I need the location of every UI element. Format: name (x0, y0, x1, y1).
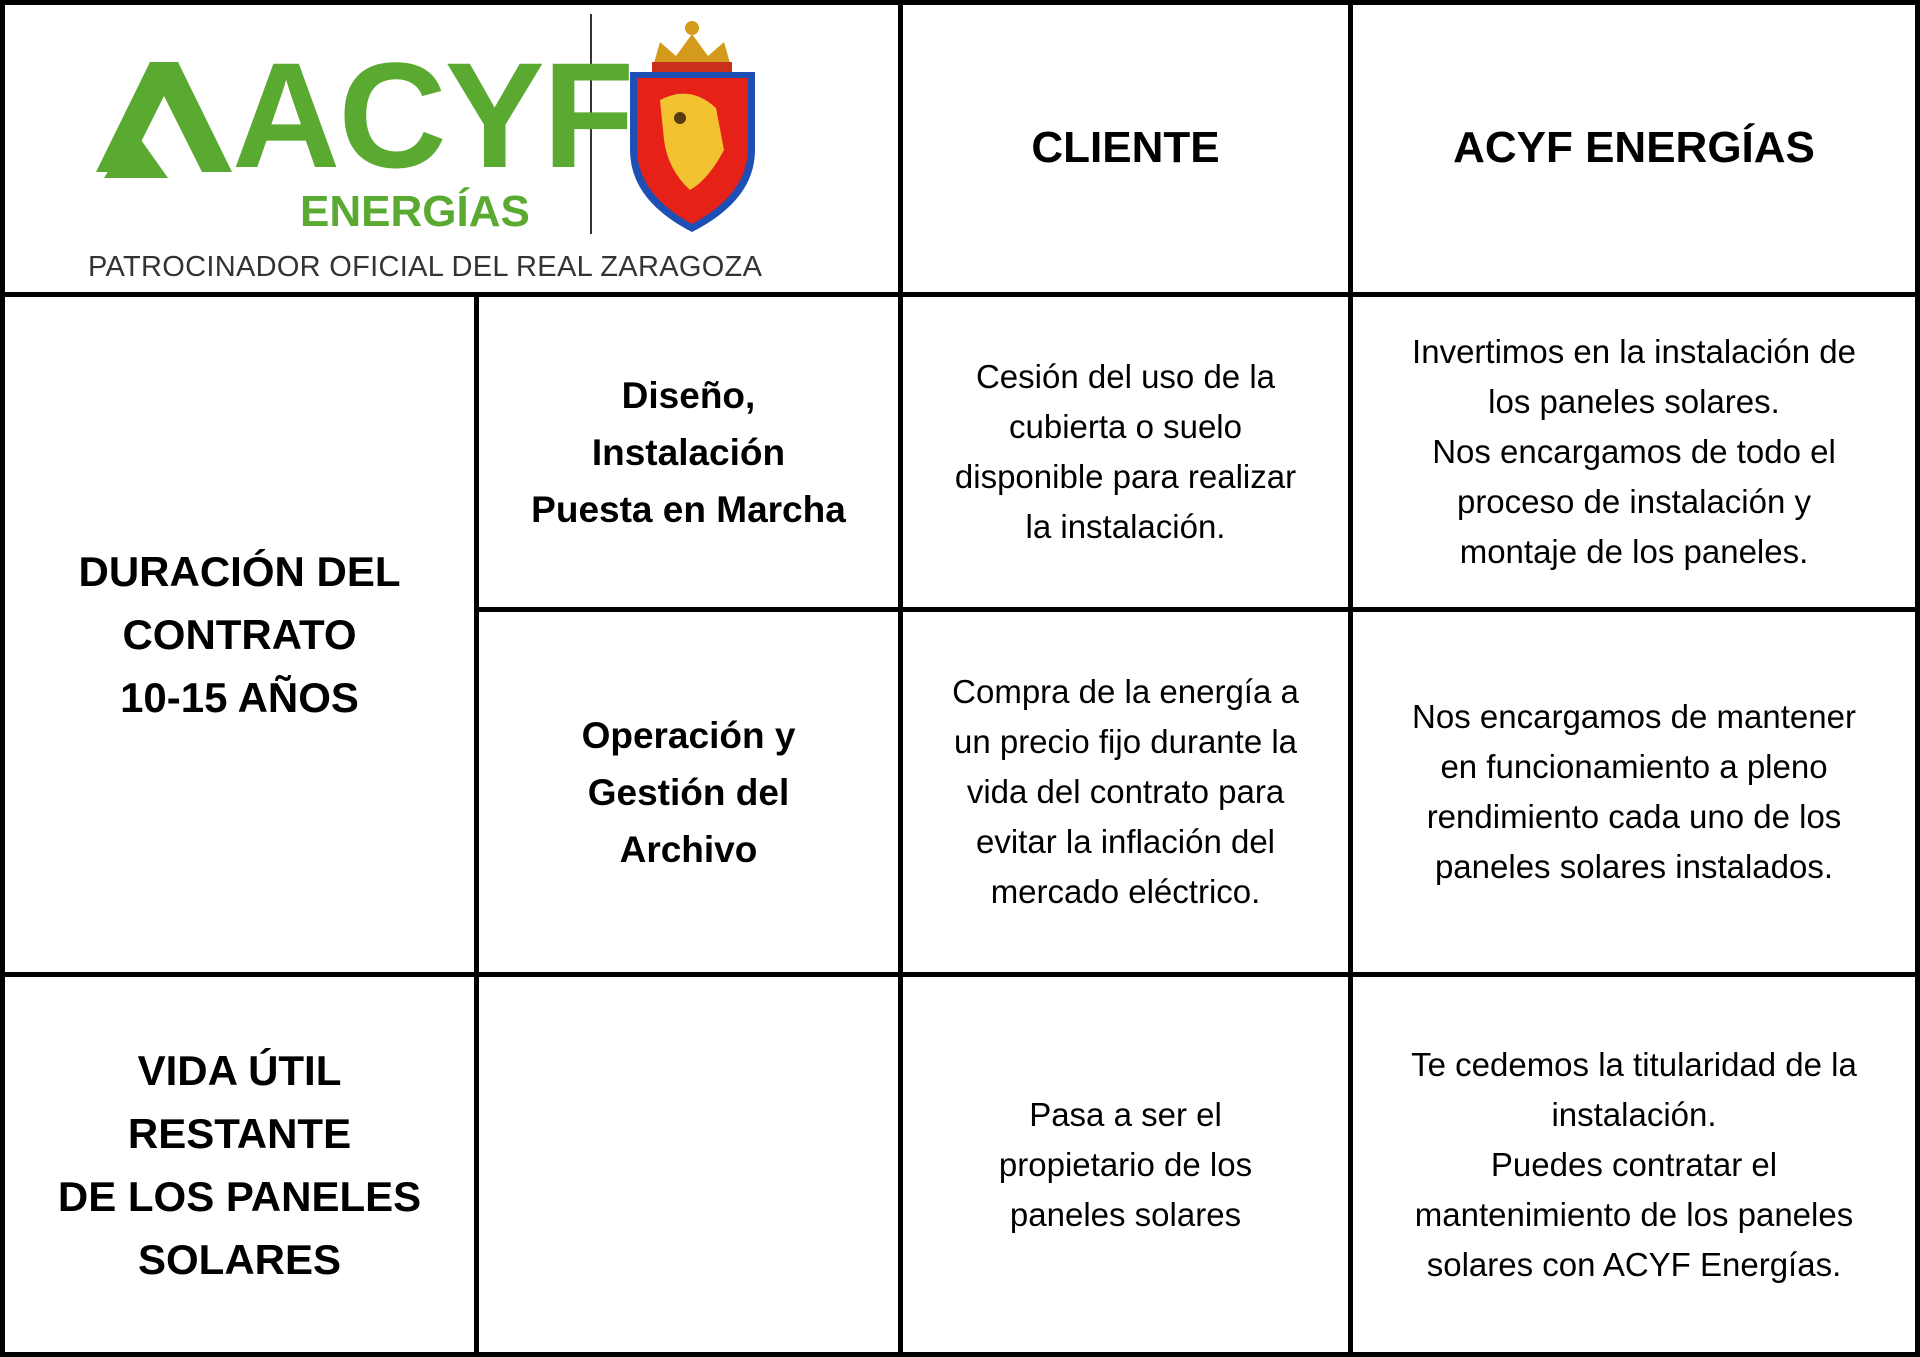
phase-operation-management (479, 612, 898, 972)
cell-text-line: Cesión del uso de la (975, 358, 1275, 395)
phase-name-line: Archivo (619, 828, 758, 870)
cell-text-line: montaje de los paneles. (1459, 533, 1809, 570)
cell-text-line: paneles solares (1009, 1195, 1242, 1233)
cell-text-line: Puedes contratar el (1490, 1145, 1778, 1183)
cell-text-line: mercado eléctrico. (990, 873, 1261, 910)
brand-wordmark: ACYF (232, 31, 633, 199)
logo-block (0, 0, 900, 295)
row-label-line: DE LOS PANELES (57, 1172, 422, 1220)
row-label-line: SOLARES (137, 1235, 342, 1283)
cell-company-phase1 (1353, 297, 1915, 607)
row-label-line: RESTANTE (127, 1109, 352, 1157)
cell-client-phase2 (903, 612, 1348, 972)
cell-text-line: propietario de los (998, 1145, 1253, 1183)
cell-text-line: un precio fijo durante la (953, 723, 1298, 760)
header-client: CLIENTE (1031, 123, 1220, 173)
cell-company-phase2 (1353, 612, 1915, 972)
cell-empty-lifetime-phase (479, 977, 898, 1352)
phase-name-line: Operación y (581, 714, 796, 756)
cell-text-line: solares con ACYF Energías. (1426, 1245, 1842, 1283)
row-label-line: VIDA ÚTIL (137, 1046, 342, 1094)
cell-text-line: disponible para realizar (954, 458, 1297, 495)
cell-text-line: vida del contrato para (966, 773, 1285, 810)
phase-name-line: Diseño, (621, 374, 756, 416)
cell-client-lifetime (903, 977, 1348, 1352)
cell-text-line: Te cedemos la titularidad de la (1411, 1045, 1857, 1083)
cell-text-line: mantenimiento de los paneles (1414, 1195, 1854, 1233)
phase-name-line: Puesta en Marcha (531, 488, 846, 530)
row-label-lifetime (5, 977, 474, 1352)
cell-text-line: la instalación. (1025, 508, 1226, 545)
cell-text-line: los paneles solares. (1488, 383, 1780, 420)
cell-text-line: en funcionamiento a pleno (1440, 748, 1828, 785)
cell-text-line: Nos encargamos de mantener (1412, 698, 1856, 735)
cell-text-line: Nos encargamos de todo el (1432, 433, 1836, 470)
header-company: ACYF ENERGÍAS (1453, 123, 1815, 173)
real-zaragoza-crest-icon (630, 21, 755, 232)
cell-text-line: Invertimos en la instalación de (1412, 333, 1856, 370)
cell-text-line: paneles solares instalados. (1434, 848, 1834, 885)
row-label-line: DURACIÓN DEL (78, 548, 401, 595)
cell-text-line: Compra de la energía a (952, 673, 1299, 710)
cell-text-line: Pasa a ser el (1029, 1095, 1222, 1133)
cell-client-phase1 (903, 297, 1348, 607)
cell-text-line: proceso de instalación y (1456, 483, 1812, 520)
brand-subtitle: ENERGÍAS (300, 187, 530, 236)
row-label-line: 10-15 AÑOS (120, 674, 359, 721)
cell-company-lifetime (1353, 977, 1915, 1352)
phase-name-line: Gestión del (587, 771, 790, 813)
row-label-contract (5, 297, 474, 972)
cell-text-line: instalación. (1551, 1095, 1717, 1133)
row-label-line: CONTRATO (122, 611, 357, 658)
cell-text-line: rendimiento cada uno de los (1426, 798, 1842, 835)
cell-text-line: cubierta o suelo (1009, 408, 1242, 445)
phase-name-line: Instalación (591, 431, 786, 473)
phase-design-installation (479, 297, 898, 607)
sponsor-caption: PATROCINADOR OFICIAL DEL REAL ZARAGOZA (88, 251, 763, 283)
table-border-right (1915, 0, 1920, 1357)
cell-text-line: evitar la inflación del (976, 823, 1275, 860)
table-border-bottom (0, 1352, 1920, 1357)
